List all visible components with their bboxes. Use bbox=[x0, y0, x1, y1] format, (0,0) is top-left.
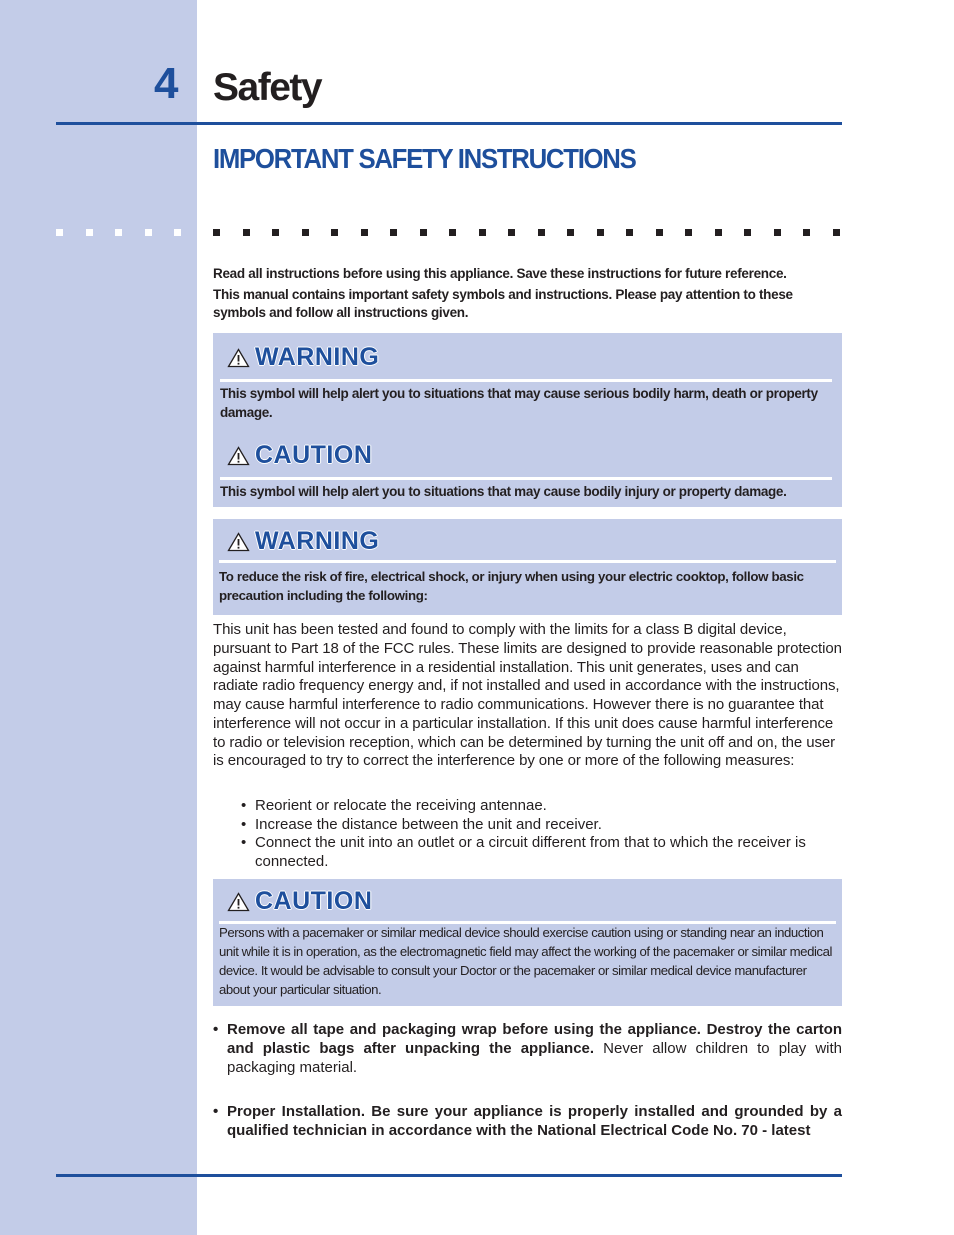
warning-signal bbox=[227, 529, 379, 554]
divider-dot bbox=[213, 229, 220, 236]
divider-dot bbox=[86, 229, 93, 236]
divider-dot bbox=[390, 229, 397, 236]
bullet-mark: • bbox=[213, 1021, 219, 1038]
bullet-mark: • bbox=[241, 815, 247, 833]
fcc-paragraph bbox=[213, 621, 843, 771]
list-item-text: Connect the unit into an outlet or a circuit different from that to which the receiver is connected. bbox=[255, 834, 806, 870]
caution-underline bbox=[220, 477, 832, 480]
divider-dot bbox=[685, 229, 692, 236]
intro-line-1: Read all instructions before using this appliance. Save these instructions for future reference. bbox=[213, 266, 787, 281]
warning-word: WARNING bbox=[255, 527, 380, 555]
caution-word: CAUTION bbox=[255, 441, 373, 469]
caution-box bbox=[213, 879, 842, 1006]
warning-description: This symbol will help alert you to situations that may cause serious bodily harm, death or property damage. bbox=[220, 386, 818, 420]
divider-dot bbox=[656, 229, 663, 236]
warning-triangle-icon bbox=[227, 892, 250, 912]
instruction-item bbox=[213, 1103, 842, 1141]
divider-dot bbox=[449, 229, 456, 236]
page-number: 4 bbox=[154, 59, 179, 108]
divider-dot bbox=[272, 229, 279, 236]
caution-text: Persons with a pacemaker or similar medical device should exercise caution using or standing near an induction unit while it is in operation, as the electromagnetic field may affect the working of the pacemaker or similar medical device. It would be advisable to consult your Doctor or the pacemaker or similar medical device manufacturer about your particular situation. bbox=[219, 925, 832, 997]
divider-dot bbox=[833, 229, 840, 236]
instruction-normal: Never allow children to play with packaging material. bbox=[227, 1039, 842, 1076]
warning-box bbox=[213, 519, 842, 615]
warning-text: To reduce the risk of fire, electrical shock, or injury when using your electric cooktop, follow basic precaution including the following: bbox=[219, 569, 804, 603]
warning-signal bbox=[227, 345, 379, 370]
warning-triangle-icon bbox=[227, 446, 250, 466]
warning-underline bbox=[220, 379, 832, 382]
list-item bbox=[241, 816, 841, 835]
divider-dot bbox=[715, 229, 722, 236]
divider-dot bbox=[243, 229, 250, 236]
divider-dot bbox=[331, 229, 338, 236]
divider-dot bbox=[56, 229, 63, 236]
divider-dot bbox=[597, 229, 604, 236]
divider-dot bbox=[115, 229, 122, 236]
bullet-mark: • bbox=[241, 834, 247, 851]
divider-dot bbox=[567, 229, 574, 236]
list-item-text: Reorient or relocate the receiving antennae. bbox=[255, 797, 547, 814]
intro-line-2: This manual contains important safety symbols and instructions. Please pay attention to these symbols and follow all instructions given. bbox=[213, 287, 793, 320]
fcc-measures-list bbox=[241, 797, 841, 871]
header-rule bbox=[56, 122, 842, 125]
list-item bbox=[241, 797, 841, 816]
divider-dot bbox=[302, 229, 309, 236]
divider-dot bbox=[479, 229, 486, 236]
caution-description: This symbol will help alert you to situations that may cause bodily injury or property damage. bbox=[220, 484, 787, 499]
divider-dot bbox=[508, 229, 515, 236]
sidebar-band bbox=[0, 0, 197, 1235]
page-title: Safety bbox=[213, 66, 322, 109]
bullet-mark: • bbox=[213, 1103, 219, 1120]
bullet-mark: • bbox=[241, 797, 247, 814]
divider-dot bbox=[538, 229, 545, 236]
divider-dot bbox=[626, 229, 633, 236]
instruction-bold: Remove all tape and packaging wrap before using the appliance. Destroy the carton and plastic bags after unpacking the appliance. bbox=[227, 1021, 842, 1057]
warning-triangle-icon bbox=[227, 532, 250, 552]
instruction-item bbox=[213, 1021, 842, 1077]
caution-signal bbox=[227, 443, 372, 468]
fcc-text: This unit has been tested and found to comply with the limits for a class B digital device, pursuant to Part 18 of the FCC rules. These limits are designed to provide reasonable protection against harmful interference in a residential installation. This unit generates, uses and can radiate radio frequency energy and, if not installed and used in accordance with the instructions, may cause harmful interference to radio communications. However there is no guarantee that interference will not occur in a particular installation. If this unit does cause harmful interference to radio or television reception, which can be determined by turning the unit off and on, the user is encouraged to try to correct the interference by one or more of the following measures: bbox=[213, 621, 842, 770]
list-item-text: Increase the distance between the unit and receiver. bbox=[255, 815, 602, 833]
footer-rule bbox=[56, 1174, 842, 1177]
divider-dot bbox=[744, 229, 751, 236]
section-heading: IMPORTANT SAFETY INSTRUCTIONS bbox=[213, 143, 636, 174]
list-item bbox=[241, 834, 841, 871]
warning-triangle-icon bbox=[227, 348, 250, 368]
divider-dot bbox=[420, 229, 427, 236]
divider-dot bbox=[774, 229, 781, 236]
caution-signal bbox=[227, 889, 372, 914]
safety-symbols-box bbox=[213, 333, 842, 507]
divider-dot bbox=[803, 229, 810, 236]
divider-dot bbox=[174, 229, 181, 236]
intro-text bbox=[213, 265, 843, 322]
divider-dot bbox=[145, 229, 152, 236]
caution-word: CAUTION bbox=[255, 887, 373, 915]
instruction-bold: Proper Installation. Be sure your appliance is properly installed and grounded by a qualified technician in accordance with the National Electrical Code No. 70 - latest bbox=[227, 1103, 842, 1139]
warning-underline bbox=[219, 560, 836, 563]
warning-word: WARNING bbox=[255, 343, 380, 371]
divider-dot bbox=[361, 229, 368, 236]
